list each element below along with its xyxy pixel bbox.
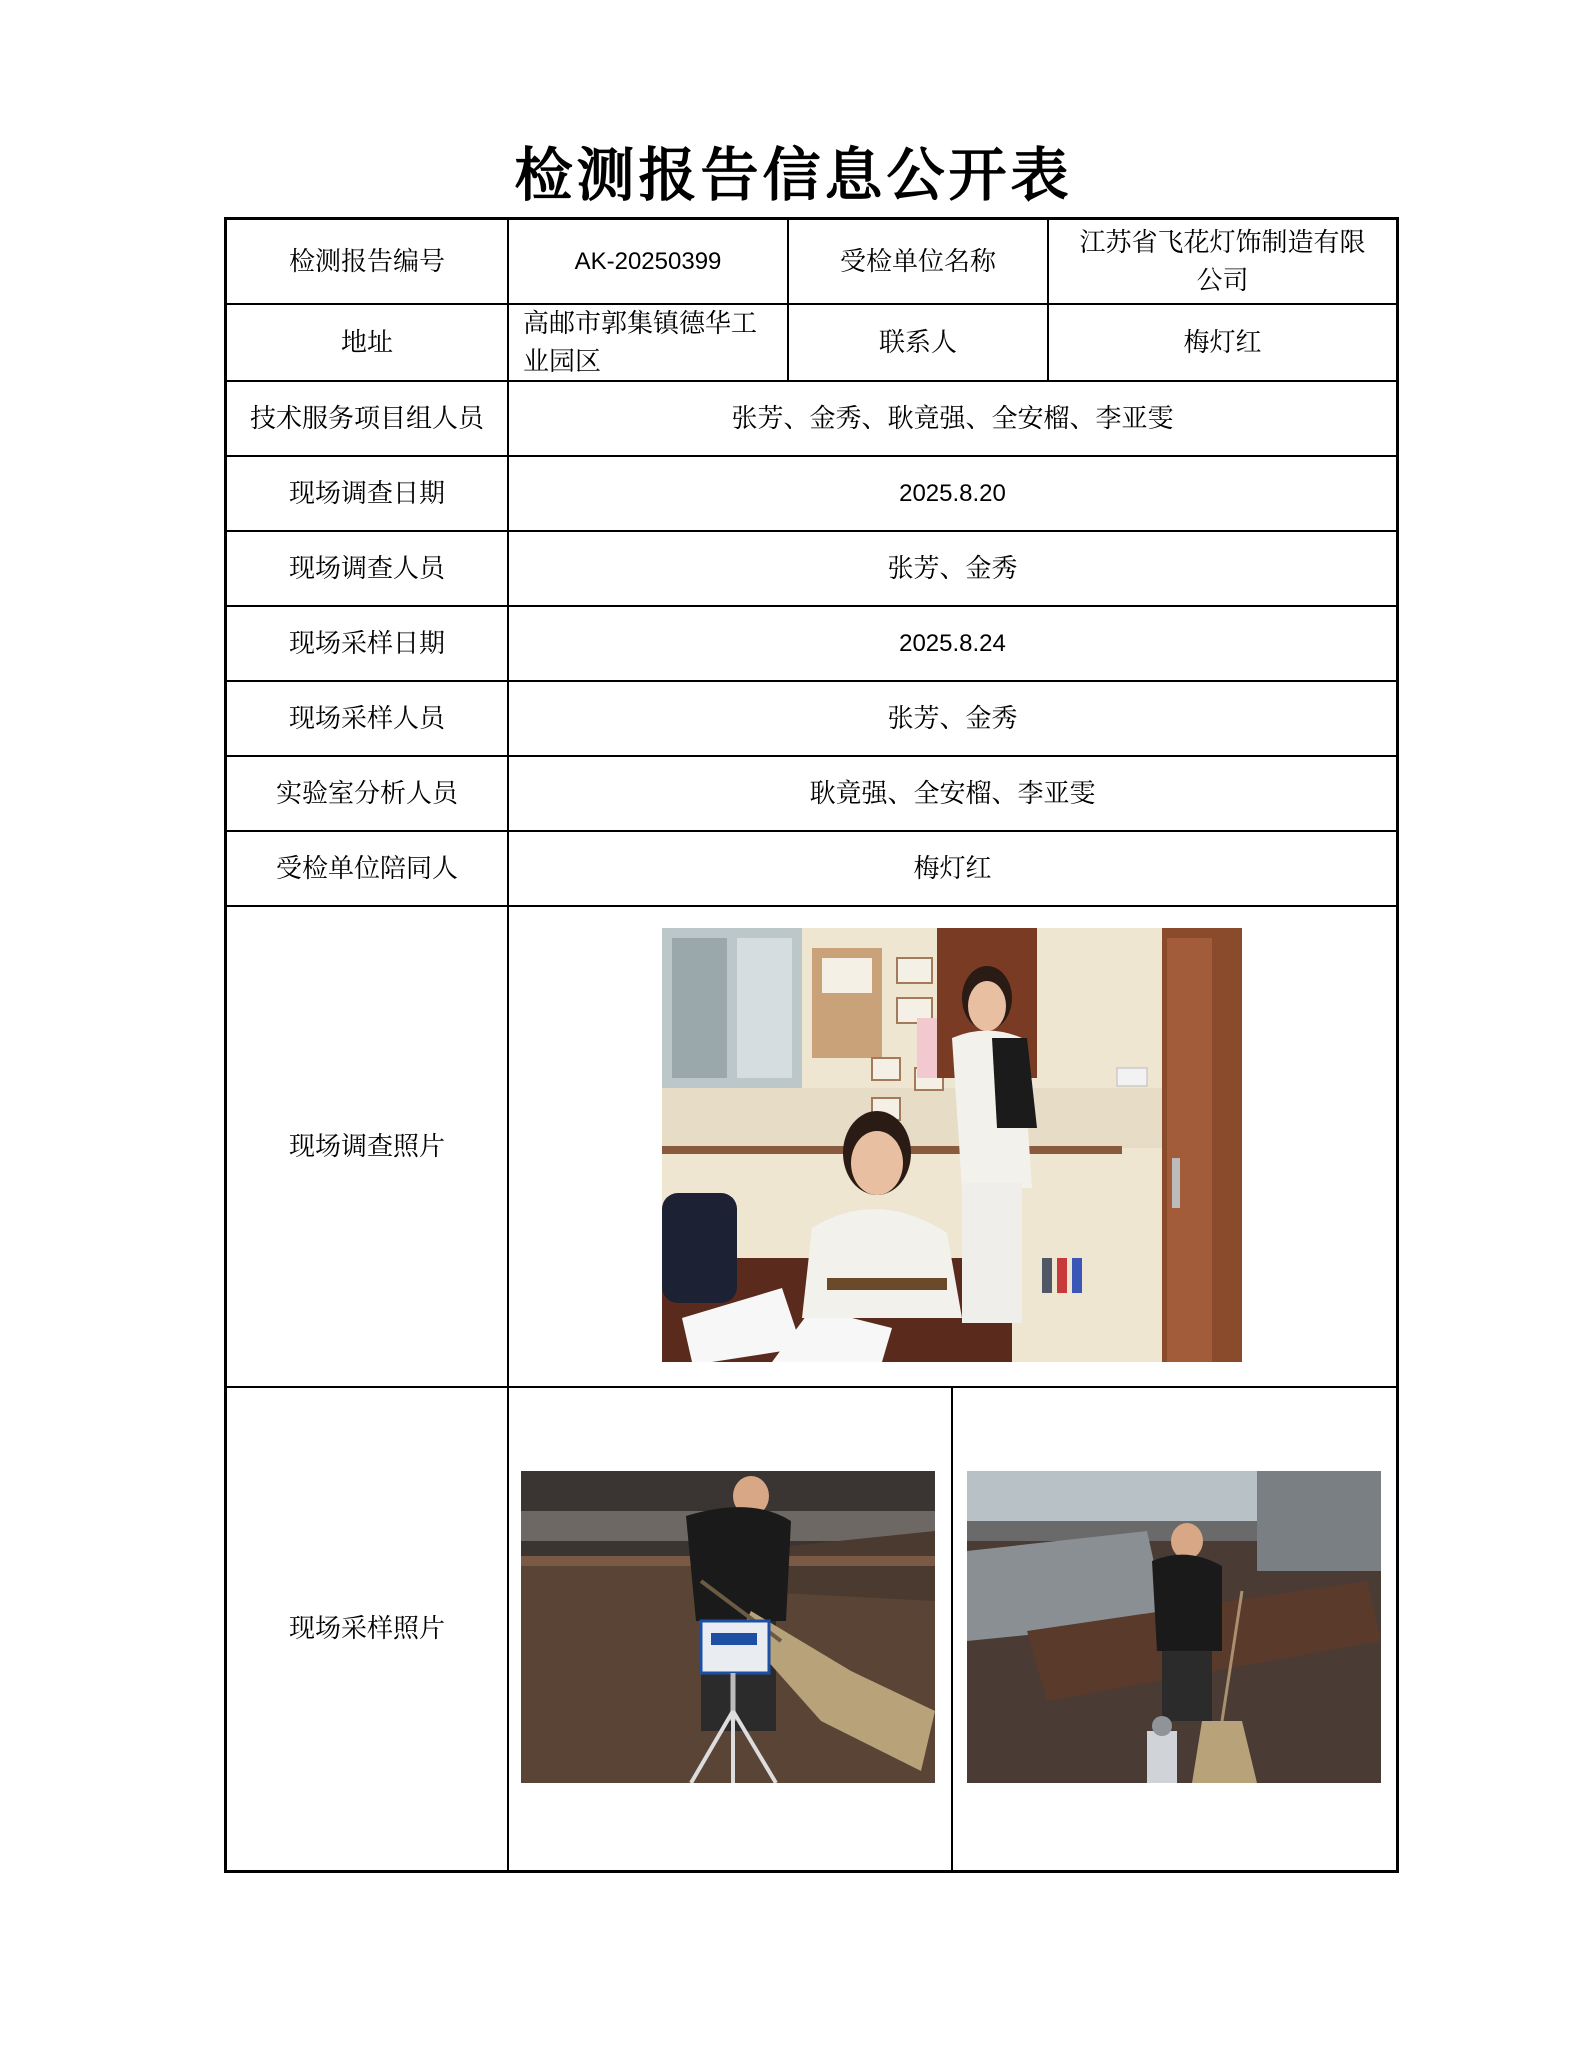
page-title: 检测报告信息公开表	[514, 141, 1073, 209]
address-value: 高邮市郭集镇德华工业园区	[523, 308, 758, 377]
lab-staff-value: 耿竟强、全安榴、李亚雯	[809, 778, 1096, 809]
team-label: 技术服务项目组人员	[249, 403, 484, 434]
survey-date-label: 现场调查日期	[288, 478, 445, 509]
contact-label: 联系人	[878, 327, 957, 358]
sampling-photo-1	[521, 1471, 935, 1783]
sampling-photo-2	[967, 1471, 1381, 1783]
escort-value: 梅灯红	[913, 853, 992, 884]
report-no-value: AK-20250399	[574, 247, 722, 275]
survey-staff-label: 现场调查人员	[288, 553, 445, 584]
report-no-label: 检测报告编号	[288, 246, 445, 277]
sampling-date-value: 2025.8.24	[899, 629, 1006, 657]
contact-value: 梅灯红	[1183, 327, 1262, 358]
survey-staff-value: 张芳、金秀	[887, 553, 1018, 584]
unit-name-value: 江苏省飞花灯饰制造有限公司	[1079, 227, 1366, 296]
sampling-photo-label: 现场采样照片	[288, 1614, 445, 1644]
address-label: 地址	[340, 327, 393, 358]
sampling-date-label: 现场采样日期	[288, 628, 445, 659]
escort-label: 受检单位陪同人	[275, 853, 458, 884]
survey-photo-label: 现场调查照片	[288, 1131, 445, 1162]
team-value: 张芳、金秀、耿竟强、全安榴、李亚雯	[731, 403, 1174, 434]
survey-photo	[662, 928, 1242, 1362]
survey-date-value: 2025.8.20	[899, 479, 1006, 507]
lab-staff-label: 实验室分析人员	[275, 778, 458, 809]
sampling-staff-label: 现场采样人员	[288, 703, 445, 734]
sampling-staff-value: 张芳、金秀	[887, 703, 1018, 734]
unit-name-label: 受检单位名称	[839, 246, 996, 277]
report-table	[224, 217, 1399, 1873]
